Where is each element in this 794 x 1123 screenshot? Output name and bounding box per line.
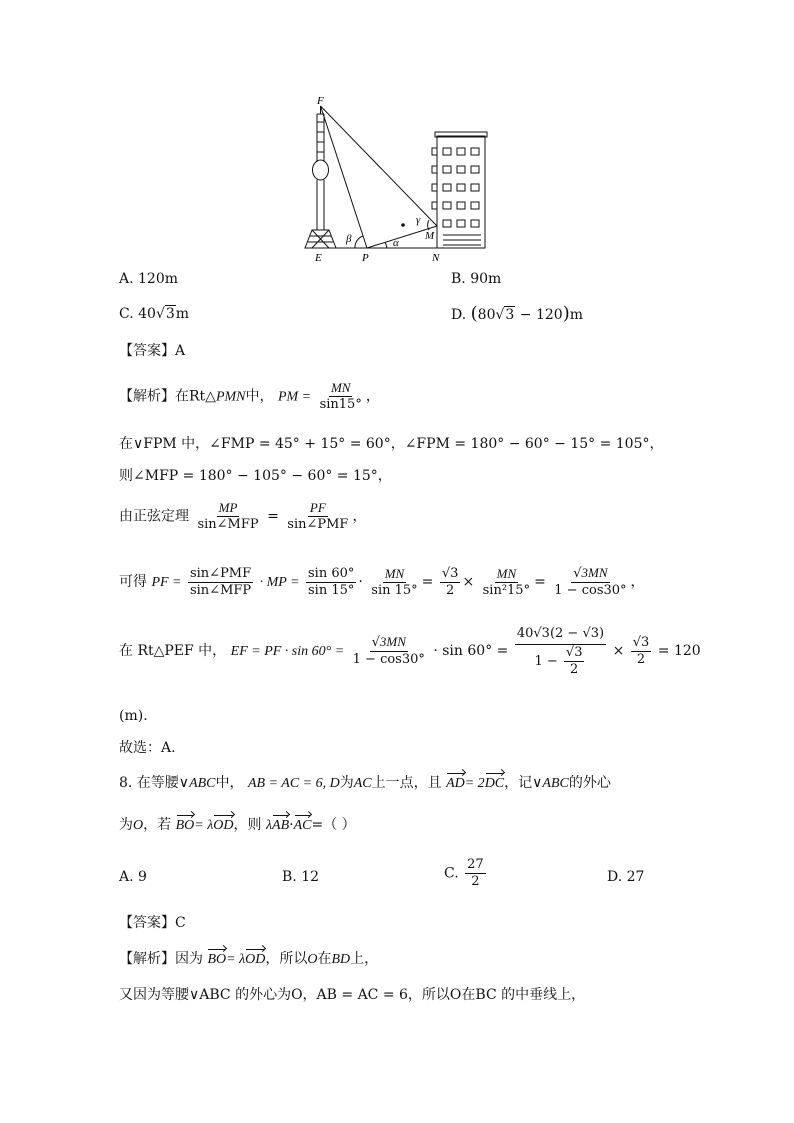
label-gamma: γ xyxy=(416,214,421,226)
label-beta: β xyxy=(346,233,352,245)
q7-analysis-line7: (m). xyxy=(119,708,148,724)
q7-option-c: C. 40√3m xyxy=(119,306,190,322)
q8-stem-line2: 为O，若 BO= λOD，则 λAB·AC=（ ） xyxy=(119,815,356,836)
q7-option-d: D. (80√3 − 120)m xyxy=(451,303,584,324)
q7-analysis-line6: 在 Rt△PEF 中， EF = PF · sin 60° = $\frac{√3MN}{1 - \cos 30^\circ}$ · sin 60° = 40√3(2 − √3) 1 − $\frac{√3}{2}$ × $\frac{√3}{2}$ = 120 xyxy=(119,626,701,677)
q7-analysis-line5: 可得 PF = $\frac{\text{sin∠PMF}}{\text{sin∠MFP}}$ · MP = $\frac{\sin 60^\circ}{\sin 15^\circ}$ · $\frac{MN}{\sin 15^\circ}$ = $\frac{√3}{2}$ × $\frac{MN}{\text{sin²15°}}$ = $\frac{√3MN}{1 - \cos 30^\circ}$ ， xyxy=(119,565,645,598)
q8-analysis-line1: 【解析】因为 BO= λOD，所以O在BD上， xyxy=(119,949,378,970)
label-M: M xyxy=(425,230,435,242)
label-alpha: α xyxy=(393,237,399,249)
sight-lines xyxy=(321,106,438,248)
q7-analysis-line3: 则∠MFP = 180° − 105° − 60° = 15°， xyxy=(119,468,392,484)
q7-analysis-line4: 由正弦定理 $\frac{MP}{\text{sin∠MFP}}$ = $\frac{PF}{\text{sin∠PMF}}$ ， xyxy=(119,500,367,532)
label-P: P xyxy=(362,252,369,264)
tower xyxy=(305,106,336,248)
q8-option-d: D. 27 xyxy=(607,869,645,885)
label-E: E xyxy=(315,252,322,264)
q7-answer: 【答案】A xyxy=(119,343,186,359)
geometry-figure xyxy=(295,92,505,267)
building xyxy=(432,132,487,248)
label-F: F xyxy=(317,95,324,107)
q8-answer: 【答案】C xyxy=(119,915,186,931)
q8-option-b: B. 12 xyxy=(282,869,320,885)
q8-option-a: A. 9 xyxy=(119,869,147,885)
q8-analysis-line2: 又因为等腰∨ABC 的外心为O，AB = AC = 6，所以O在BC 的中垂线上， xyxy=(119,987,586,1003)
q7-analysis-line1: 【解析】在Rt△PMN中， PM = $\frac{MN}{\sin 15^\circ}$ ， xyxy=(119,380,380,412)
q7-option-b: B. 90m xyxy=(451,271,502,287)
q8-stem-line1: 8. 在等腰∨ABC中， AB = AC = 6, D为AC上一点，且 AD= 2DC，记∨ABC的外心 xyxy=(119,773,611,794)
q7-analysis-line2: 在∨FPM 中，∠FMP = 45° + 15° = 60°，∠FPM = 180° − 60° − 15° = 105°， xyxy=(119,436,664,452)
q7-option-a: A. 120m xyxy=(119,271,179,287)
observer-dot xyxy=(401,223,405,227)
building-windows xyxy=(432,148,481,245)
q8-option-c: C. $\frac{27}{2}$ xyxy=(444,857,484,889)
q7-analysis-line8: 故选：A. xyxy=(119,740,176,756)
label-N: N xyxy=(432,252,440,264)
